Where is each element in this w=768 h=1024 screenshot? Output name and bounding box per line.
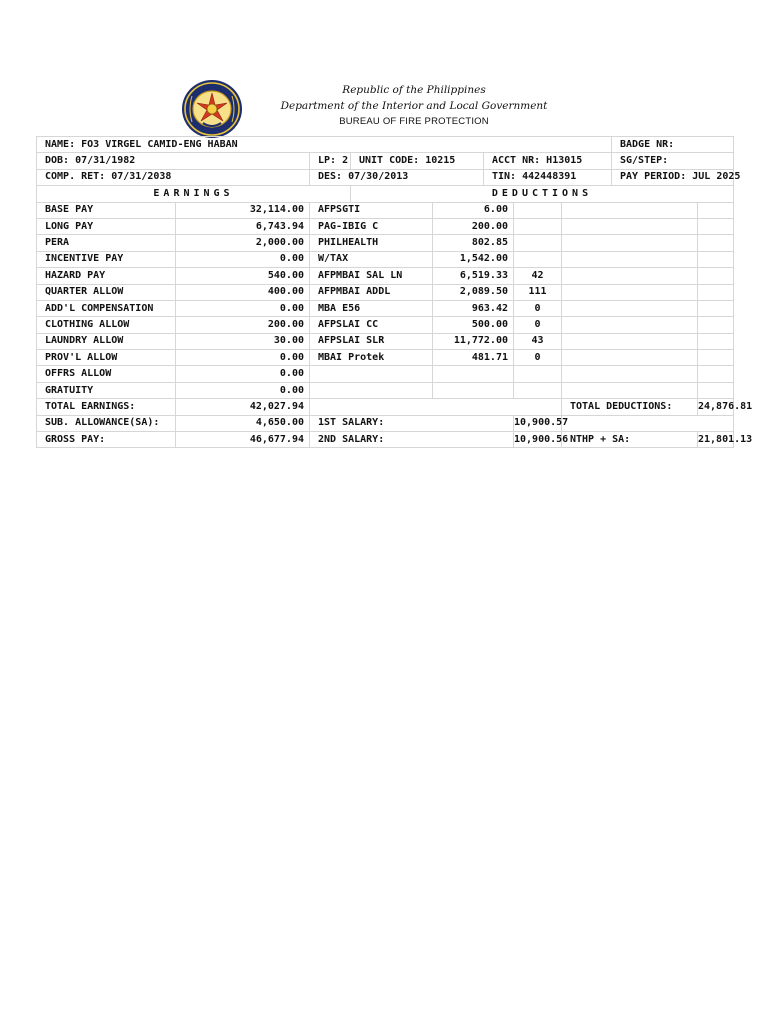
totals-row (37, 432, 734, 448)
pay-period: PAY PERIOD: JUL 2025 (612, 169, 734, 185)
deduction-terms (514, 202, 562, 218)
blank-cell (698, 202, 734, 218)
item-row (37, 317, 734, 333)
deduction-label: AFPMBAI SAL LN (310, 268, 433, 284)
sub-allowance-value: 4,650.00 (176, 415, 310, 431)
deduction-terms: 0 (514, 300, 562, 316)
deduction-amount: 11,772.00 (433, 333, 514, 349)
earning-label: CLOTHING ALLOW (37, 317, 176, 333)
first-salary-label: 1ST SALARY: (310, 415, 514, 431)
department-heading: Department of the Interior and Local Government (280, 100, 548, 112)
deduction-terms: 111 (514, 284, 562, 300)
date-of-birth: DOB: 07/31/1982 (37, 153, 310, 169)
deduction-label: AFPMBAI ADDL (310, 284, 433, 300)
earning-amount: 30.00 (176, 333, 310, 349)
account-number: ACCT NR: H13015 (484, 153, 612, 169)
deduction-amount (433, 366, 514, 382)
sg-step: SG/STEP: (612, 153, 734, 169)
deduction-terms (514, 382, 562, 398)
deduction-label: PHILHEALTH (310, 235, 433, 251)
earning-amount: 32,114.00 (176, 202, 310, 218)
item-row (37, 202, 734, 218)
deduction-amount: 802.85 (433, 235, 514, 251)
item-row (37, 350, 734, 366)
deduction-label: MBAI Protek (310, 350, 433, 366)
earning-amount: 540.00 (176, 268, 310, 284)
earning-label: PROV'L ALLOW (37, 350, 176, 366)
earning-amount: 0.00 (176, 251, 310, 267)
blank-cell (562, 251, 698, 267)
earning-label: QUARTER ALLOW (37, 284, 176, 300)
earning-label: BASE PAY (37, 202, 176, 218)
earning-label: ADD'L COMPENSATION (37, 300, 176, 316)
item-row (37, 333, 734, 349)
deduction-amount: 6,519.33 (433, 268, 514, 284)
gross-pay-value: 46,677.94 (176, 432, 310, 448)
earning-label: INCENTIVE PAY (37, 251, 176, 267)
country-heading: Republic of the Philippines (342, 84, 486, 96)
deduction-amount: 6.00 (433, 202, 514, 218)
date-of-entry: DES: 07/30/2013 (310, 169, 484, 185)
item-row (37, 268, 734, 284)
blank-cell (562, 284, 698, 300)
item-row (37, 218, 734, 234)
blank-cell (698, 251, 734, 267)
unit-code: UNIT CODE: 10215 (351, 153, 484, 169)
blank-cell (562, 333, 698, 349)
earning-label: PERA (37, 235, 176, 251)
totals-row (37, 415, 734, 431)
blank-cell (562, 350, 698, 366)
nthp-label: NTHP + SA: (562, 432, 698, 448)
earning-amount: 0.00 (176, 366, 310, 382)
second-salary-value: 10,900.56 (514, 432, 562, 448)
total-deductions-value: 24,876.81 (698, 399, 734, 415)
blank-cell (562, 382, 698, 398)
blank-cell (562, 415, 734, 431)
total-deductions-label: TOTAL DEDUCTIONS: (562, 399, 698, 415)
blank-cell (562, 218, 698, 234)
blank-cell (698, 300, 734, 316)
earning-label: HAZARD PAY (37, 268, 176, 284)
lp-value: LP: 2 (310, 153, 351, 169)
earning-label: GRATUITY (37, 382, 176, 398)
second-salary-label: 2ND SALARY: (310, 432, 514, 448)
blank-cell (698, 235, 734, 251)
earnings-header: EARNINGS (37, 186, 351, 202)
earning-amount: 200.00 (176, 317, 310, 333)
deduction-terms (514, 218, 562, 234)
badge-number: BADGE NR: (612, 137, 734, 153)
deduction-terms (514, 251, 562, 267)
earning-amount: 2,000.00 (176, 235, 310, 251)
deduction-label (310, 382, 433, 398)
item-row (37, 235, 734, 251)
blank-cell (562, 202, 698, 218)
item-row (37, 284, 734, 300)
deduction-label (310, 366, 433, 382)
blank-cell (562, 317, 698, 333)
tin-number: TIN: 442448391 (484, 169, 612, 185)
earning-amount: 400.00 (176, 284, 310, 300)
deduction-terms (514, 235, 562, 251)
earning-amount: 0.00 (176, 382, 310, 398)
earning-label: OFFRS ALLOW (37, 366, 176, 382)
total-earnings-value: 42,027.94 (176, 399, 310, 415)
gross-pay-label: GROSS PAY: (37, 432, 176, 448)
deductions-header: DEDUCTIONS (351, 186, 734, 202)
sub-allowance-label: SUB. ALLOWANCE(SA): (37, 415, 176, 431)
deduction-label: AFPSLAI SLR (310, 333, 433, 349)
first-salary-value: 10,900.57 (514, 415, 562, 431)
blank-cell (562, 235, 698, 251)
deduction-label: MBA E56 (310, 300, 433, 316)
deduction-amount: 963.42 (433, 300, 514, 316)
bfp-seal-icon (180, 78, 244, 140)
item-row (37, 300, 734, 316)
employee-name: NAME: FO3 VIRGEL CAMID-ENG HABAN (37, 137, 612, 153)
payslip-header (0, 78, 768, 138)
payslip-table (36, 136, 753, 448)
deduction-label: AFPSGTI (310, 202, 433, 218)
earning-amount: 0.00 (176, 300, 310, 316)
deduction-terms (514, 366, 562, 382)
item-row (37, 382, 734, 398)
deduction-terms: 42 (514, 268, 562, 284)
blank-cell (698, 333, 734, 349)
blank-cell (310, 399, 562, 415)
bureau-heading: BUREAU OF FIRE PROTECTION (339, 116, 489, 127)
blank-cell (698, 350, 734, 366)
item-row (37, 251, 734, 267)
blank-cell (562, 268, 698, 284)
blank-cell (698, 366, 734, 382)
blank-cell (698, 284, 734, 300)
item-row (37, 366, 734, 382)
nthp-value: 21,801.13 (698, 432, 734, 448)
deduction-amount: 1,542.00 (433, 251, 514, 267)
deduction-terms: 0 (514, 317, 562, 333)
earning-amount: 0.00 (176, 350, 310, 366)
deduction-amount: 500.00 (433, 317, 514, 333)
deduction-amount: 200.00 (433, 218, 514, 234)
blank-cell (562, 366, 698, 382)
deduction-amount: 481.71 (433, 350, 514, 366)
blank-cell (698, 268, 734, 284)
blank-cell (562, 300, 698, 316)
totals-row (37, 399, 734, 415)
deduction-terms: 43 (514, 333, 562, 349)
deduction-amount (433, 382, 514, 398)
blank-cell (698, 382, 734, 398)
earning-amount: 6,743.94 (176, 218, 310, 234)
deduction-terms: 0 (514, 350, 562, 366)
total-earnings-label: TOTAL EARNINGS: (37, 399, 176, 415)
blank-cell (698, 317, 734, 333)
blank-cell (698, 218, 734, 234)
deduction-label: W/TAX (310, 251, 433, 267)
deduction-label: AFPSLAI CC (310, 317, 433, 333)
earning-label: LONG PAY (37, 218, 176, 234)
compulsory-retirement: COMP. RET: 07/31/2038 (37, 169, 310, 185)
deduction-label: PAG-IBIG C (310, 218, 433, 234)
deduction-amount: 2,089.50 (433, 284, 514, 300)
earning-label: LAUNDRY ALLOW (37, 333, 176, 349)
